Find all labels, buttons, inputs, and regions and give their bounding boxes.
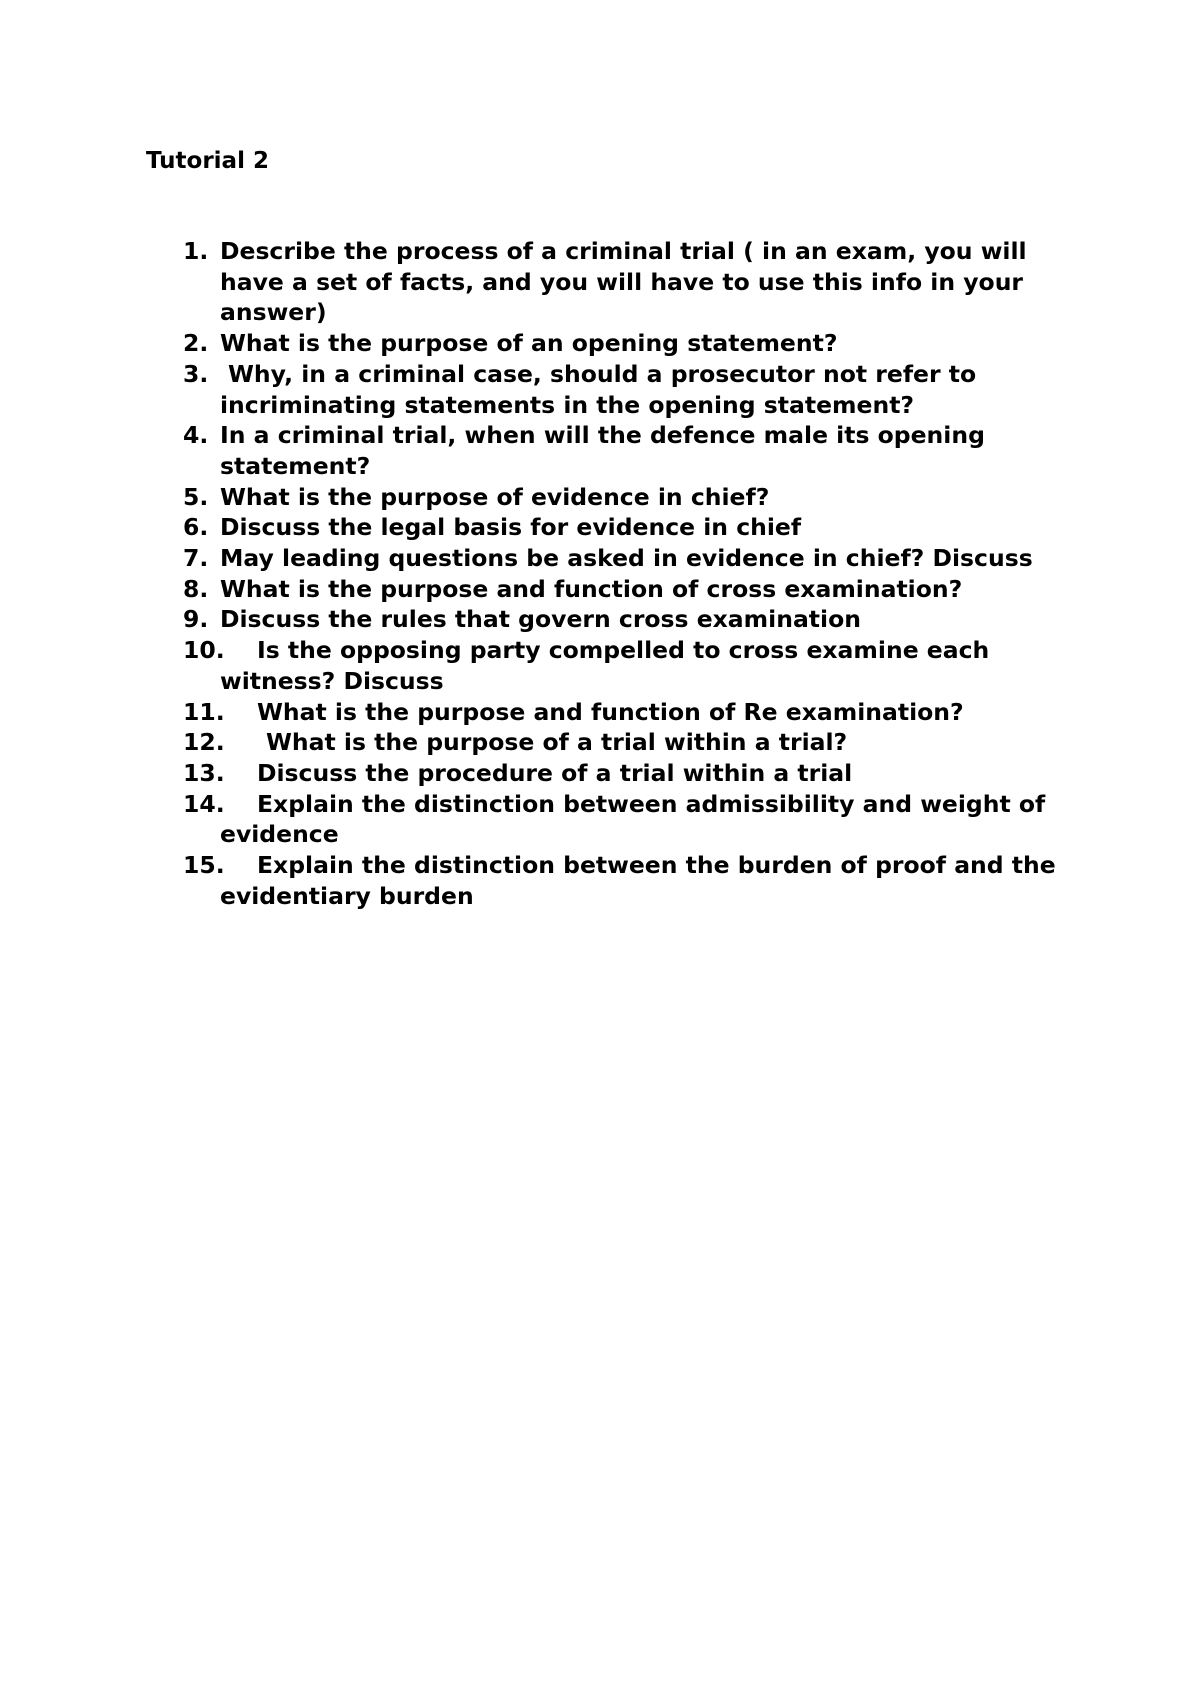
question-text: Explain the distinction between the burden of proof and the evidentiary burden <box>220 851 1056 910</box>
question-text: Discuss the procedure of a trial within a trial <box>257 758 853 787</box>
question-number: 11. <box>183 697 225 726</box>
question-10 <box>183 635 1083 696</box>
question-number: 4. <box>183 421 209 450</box>
question-3 <box>183 359 1083 420</box>
question-number: 14. <box>183 789 225 818</box>
question-text: Discuss the rules that govern cross examination <box>220 605 861 634</box>
question-text: What is the purpose of an opening statement? <box>220 329 838 358</box>
question-text: What is the purpose and function of cross examination? <box>220 574 963 603</box>
question-number: 7. <box>183 544 209 573</box>
question-9 <box>183 604 1083 635</box>
question-text: May leading questions be asked in evidence in chief? Discuss <box>220 544 1033 573</box>
question-text: Discuss the legal basis for evidence in chief <box>220 513 802 542</box>
question-7 <box>183 543 1083 574</box>
question-number: 6. <box>183 513 209 542</box>
question-number: 8. <box>183 574 209 603</box>
question-text: Why, in a criminal case, should a prosecutor not refer to incriminating statements in the opening statement? <box>220 359 977 419</box>
question-13 <box>183 758 1083 789</box>
question-text: Describe the process of a criminal trial ( in an exam, you will have a set of facts, and you will have to use this info in your answer) <box>220 237 1027 327</box>
question-number: 10. <box>183 636 225 665</box>
question-1 <box>183 236 1083 328</box>
question-number: 1. <box>183 237 209 265</box>
question-text: What is the purpose of a trial within a trial? <box>266 728 848 757</box>
question-number: 15. <box>183 851 225 880</box>
question-number: 12. <box>183 728 225 757</box>
question-8 <box>183 574 1083 605</box>
question-number: 2. <box>183 329 209 358</box>
document-title: Tutorial 2 <box>146 148 269 174</box>
question-14 <box>183 789 1083 850</box>
question-number: 3. <box>183 359 209 388</box>
question-number: 13. <box>183 758 225 787</box>
question-number: 9. <box>183 605 209 634</box>
question-12 <box>183 727 1083 758</box>
question-15 <box>183 850 1083 911</box>
question-text: In a criminal trial, when will the defence male its opening statement? <box>220 421 985 480</box>
question-number: 5. <box>183 482 209 511</box>
question-4 <box>183 420 1083 481</box>
question-2 <box>183 328 1083 359</box>
question-5 <box>183 482 1083 513</box>
question-11 <box>183 697 1083 728</box>
question-text: Is the opposing party compelled to cross examine each witness? Discuss <box>220 636 990 695</box>
question-list <box>183 236 1083 911</box>
question-text: Explain the distinction between admissibility and weight of evidence <box>220 789 1046 849</box>
question-text: What is the purpose of evidence in chief? <box>220 482 770 511</box>
question-text: What is the purpose and function of Re examination? <box>257 697 964 726</box>
question-6 <box>183 512 1083 543</box>
